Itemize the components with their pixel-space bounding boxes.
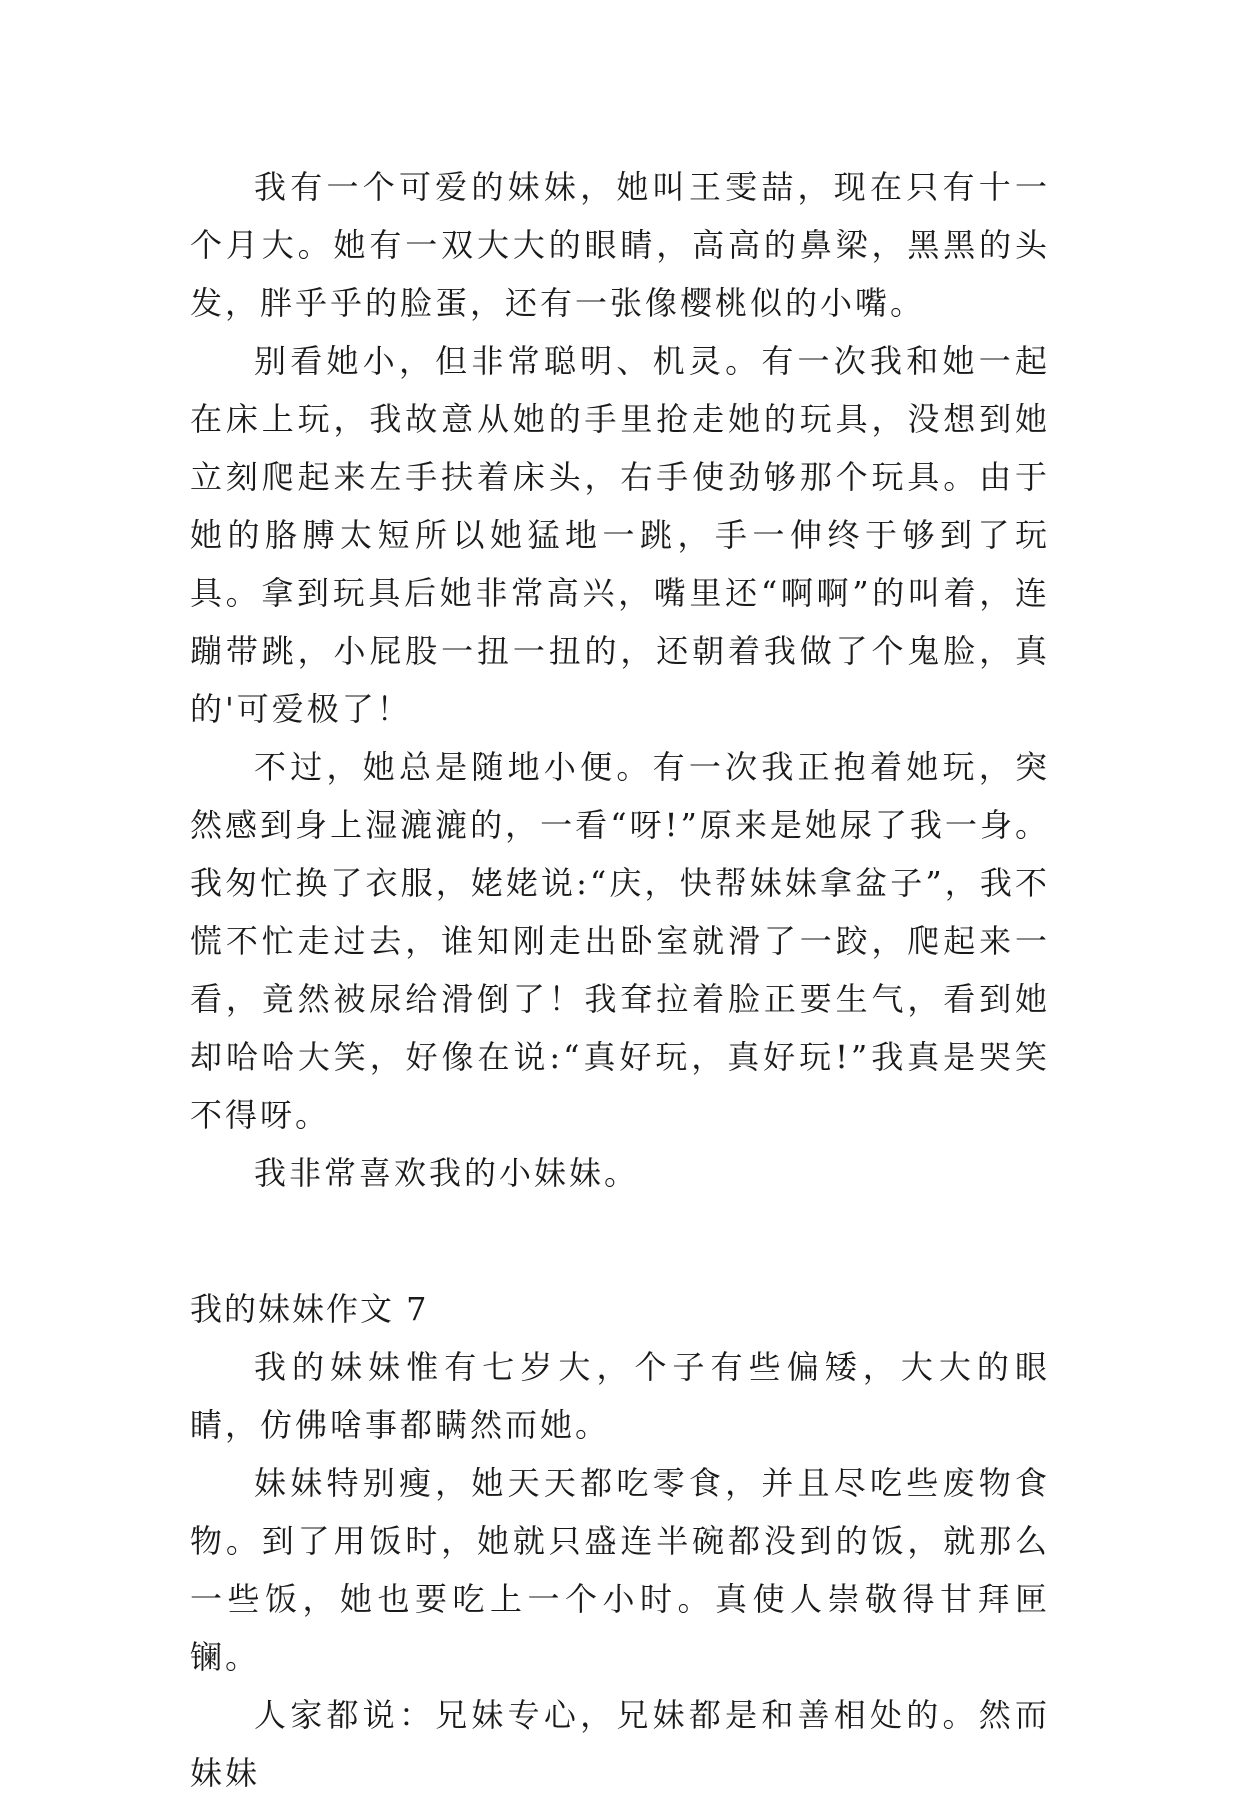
paragraph-siblings: 人家都说：兄妹专心，兄妹都是和善相处的。然而妹妹 xyxy=(190,1696,1050,1792)
paragraph-toy-story: 别看她小，但非常聪明、机灵。有一次我和她一起在床上玩，我故意从她的手里抢走她的玩具，没想到她立刻爬起来左手扶着床头，右手使劲够那个玩具。由于她的胳膊太短所以她猛地一跳，手一伸终于够到了玩具。拿到玩具后她非常高兴，嘴里还“啊啊”的叫着，连蹦带跳，小屁股一扭一扭的，还朝着我做了个鬼脸，真的'可爱极了！ xyxy=(190,342,1050,728)
paragraph-intro: 我有一个可爱的妹妹，她叫王雯喆，现在只有十一个月大。她有一双大大的眼睛，高高的鼻梁，黑黑的头发，胖乎乎的脸蛋，还有一张像樱桃似的小嘴。 xyxy=(190,168,1050,322)
paragraph-sister-description: 我的妹妹惟有七岁大，个子有些偏矮，大大的眼睛，仿佛啥事都瞒然而她。 xyxy=(190,1348,1050,1444)
paragraph-accident-story: 不过，她总是随地小便。有一次我正抱着她玩，突然感到身上湿漉漉的，一看“呀!”原来是她尿了我一身。我匆忙换了衣服，姥姥说:“庆，快帮妹妹拿盆子”，我不慌不忙走过去，谁知刚走出卧室就滑了一跤，爬起来一看，竟然被尿给滑倒了！我耷拉着脸正要生气，看到她却哈哈大笑，好像在说:“真好玩，真好玩!”我真是哭笑不得呀。 xyxy=(190,748,1050,1134)
document-page xyxy=(190,158,1050,1802)
essay-heading: 我的妹妹作文 7 xyxy=(190,1290,429,1328)
paragraph-conclusion: 我非常喜欢我的小妹妹。 xyxy=(254,1154,640,1192)
paragraph-eating-habits: 妹妹特别瘦，她天天都吃零食，并且尽吃些废物食物。到了用饭时，她就只盛连半碗都没到的饭，就那么一些饭，她也要吃上一个小时。真使人崇敬得甘拜匣镧。 xyxy=(190,1464,1050,1676)
